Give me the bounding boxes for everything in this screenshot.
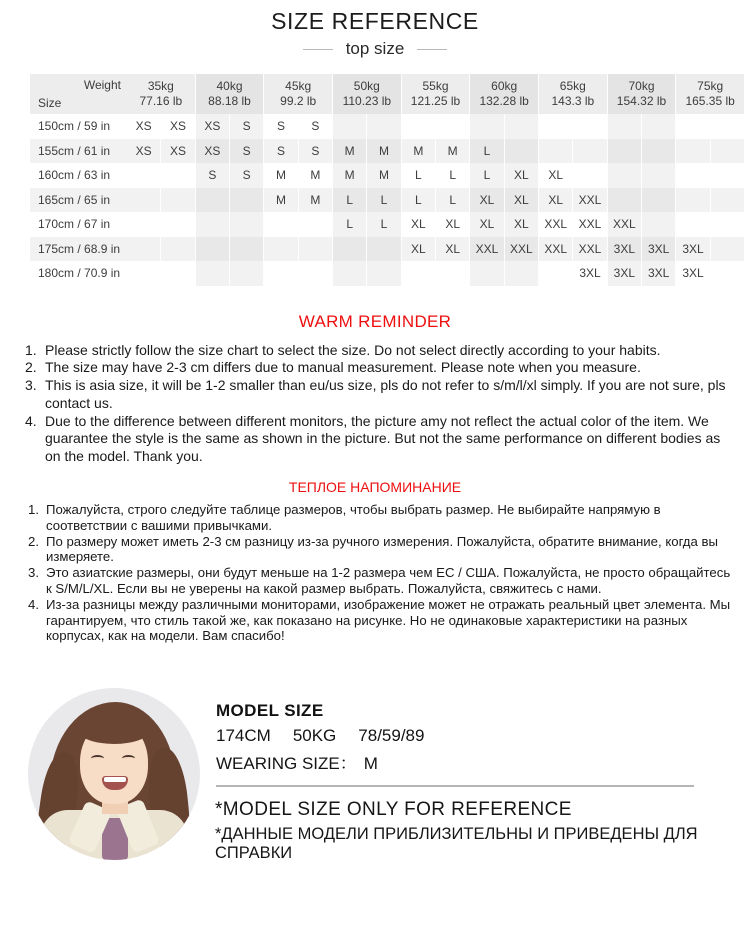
model-photo <box>28 688 200 860</box>
measurement-value: 50KG <box>292 726 337 745</box>
size-cell: XL <box>402 237 436 262</box>
size-cell <box>711 237 745 262</box>
divider-line <box>216 785 694 787</box>
weight-column-header <box>676 74 745 114</box>
size-cell <box>505 114 539 139</box>
weight-lb-label: 132.28 lb <box>479 94 529 108</box>
size-cell <box>676 139 710 164</box>
warm-reminder-en-list <box>25 342 730 467</box>
size-cell <box>230 188 264 213</box>
row-height-label: 180cm / 70.9 in <box>30 261 127 286</box>
size-cell: L <box>333 188 367 213</box>
size-cell <box>367 261 401 286</box>
size-cell: XL <box>539 163 573 188</box>
size-cell <box>505 261 539 286</box>
size-cell <box>505 139 539 164</box>
size-cell <box>642 163 676 188</box>
size-cell: XXL <box>573 237 607 262</box>
size-cell: M <box>333 163 367 188</box>
item-text: Due to the difference between different monitors, the picture amy not reflect the actual color of the item. We guarantee the style is the same as shown in the picture. But not the same performance on different bodies as on the model. Thank you. <box>45 412 721 465</box>
item-number: 4. <box>25 412 37 429</box>
size-cell: 3XL <box>642 261 676 286</box>
size-cell <box>642 212 676 237</box>
weight-column-header <box>264 74 333 114</box>
size-cell <box>402 261 436 286</box>
size-cell: 3XL <box>642 237 676 262</box>
reminder-item <box>25 377 730 413</box>
size-cell: S <box>230 163 264 188</box>
item-number: 1. <box>28 502 39 518</box>
measurement-value: 174CM <box>216 726 271 745</box>
item-text: Это азиатские размеры, они будут меньше на 1-2 размера чем ЕС / США. Пожалуйста, не просто обращайтесь к S/M/L/XL. Если вы не уверены на какой размер выбрать. Пожалуйста, свяжитесь с нами. <box>46 565 731 597</box>
size-cell: XS <box>161 139 195 164</box>
reminder-item <box>28 534 736 566</box>
size-cell: XS <box>196 139 230 164</box>
size-cell <box>230 237 264 262</box>
size-cell: L <box>367 212 401 237</box>
size-cell <box>196 237 230 262</box>
size-cell: L <box>402 188 436 213</box>
model-measurements <box>216 726 424 746</box>
footnote-ru: *ДАННЫЕ МОДЕЛИ ПРИБЛИЗИТЕЛЬНЫ И ПРИВЕДЕНЫ ДЛЯ СПРАВКИ <box>215 825 698 862</box>
size-cell <box>539 114 573 139</box>
size-cell: S <box>264 114 298 139</box>
size-cell <box>299 237 333 262</box>
size-cell: XL <box>505 212 539 237</box>
size-cell <box>676 212 710 237</box>
weight-column-header <box>608 74 677 114</box>
size-cell <box>161 163 195 188</box>
size-cell: XXL <box>505 237 539 262</box>
size-cell <box>608 188 642 213</box>
size-cell <box>539 139 573 164</box>
weight-kg-label: 65kg <box>559 79 586 93</box>
size-cell <box>196 188 230 213</box>
size-cell <box>264 261 298 286</box>
size-cell <box>196 261 230 286</box>
size-cell: 3XL <box>573 261 607 286</box>
size-cell: XL <box>505 163 539 188</box>
size-cell <box>539 261 573 286</box>
size-cell <box>333 114 367 139</box>
size-cell: S <box>299 114 333 139</box>
row-height-label: 165cm / 65 in <box>30 188 127 213</box>
size-cell: XXL <box>608 212 642 237</box>
size-cell <box>608 163 642 188</box>
model-eye-right-icon <box>122 755 135 762</box>
model-size-heading: MODEL SIZE <box>216 701 324 720</box>
size-cell: XS <box>196 114 230 139</box>
size-cell <box>264 212 298 237</box>
weight-kg-label: 45kg <box>285 79 312 93</box>
subtitle-text: top size <box>345 39 405 58</box>
wearing-size-label: WEARING SIZE： <box>216 754 357 773</box>
size-reference-page <box>0 8 750 926</box>
size-cell: M <box>333 139 367 164</box>
size-cell <box>573 114 607 139</box>
row-height-label: 155cm / 61 in <box>30 139 127 164</box>
row-height-label: 150cm / 59 in <box>30 114 127 139</box>
size-cell: XL <box>505 188 539 213</box>
size-cell: XXL <box>539 237 573 262</box>
weight-lb-label: 165.35 lb <box>685 94 735 108</box>
subtitle <box>0 39 750 59</box>
reminder-item <box>25 359 730 377</box>
corner-weight-label: Weight <box>83 78 121 92</box>
item-number: 2. <box>25 359 37 376</box>
weight-column-header <box>333 74 402 114</box>
size-cell <box>573 163 607 188</box>
size-cell <box>127 163 161 188</box>
size-cell: 3XL <box>608 261 642 286</box>
size-cell <box>230 212 264 237</box>
size-cell <box>367 114 401 139</box>
size-cell: XL <box>470 212 504 237</box>
weight-lb-label: 88.18 lb <box>208 94 251 108</box>
model-teeth-icon <box>104 777 126 782</box>
size-cell <box>436 114 470 139</box>
size-cell <box>127 188 161 213</box>
weight-kg-label: 35kg <box>147 79 174 93</box>
size-cell: XXL <box>470 237 504 262</box>
model-wearing-size <box>216 749 378 774</box>
size-cell: S <box>230 139 264 164</box>
weight-kg-label: 60kg <box>491 79 518 93</box>
weight-column-header <box>402 74 471 114</box>
size-cell <box>711 212 745 237</box>
row-height-label: 160cm / 63 in <box>30 163 127 188</box>
size-cell: S <box>299 139 333 164</box>
model-eye-left-icon <box>91 755 104 762</box>
size-cell: S <box>264 139 298 164</box>
item-number: 3. <box>25 377 37 394</box>
measurement-value: 78/59/89 <box>358 726 425 745</box>
size-cell <box>333 237 367 262</box>
size-cell <box>711 163 745 188</box>
size-cell: M <box>436 139 470 164</box>
weight-column-header <box>470 74 539 114</box>
weight-kg-label: 70kg <box>628 79 655 93</box>
model-fringe-icon <box>76 712 152 744</box>
weight-kg-label: 50kg <box>353 79 380 93</box>
footnote-en: *MODEL SIZE ONLY FOR REFERENCE <box>215 799 572 820</box>
weight-column-header <box>196 74 265 114</box>
size-cell <box>470 114 504 139</box>
item-text: The size may have 2-3 cm differs due to manual measurement. Please note when you measure. <box>45 359 641 376</box>
size-cell <box>436 261 470 286</box>
page-title: SIZE REFERENCE <box>271 8 479 34</box>
table-corner-cell <box>30 74 127 114</box>
size-cell <box>230 261 264 286</box>
size-cell <box>161 212 195 237</box>
size-cell: M <box>264 188 298 213</box>
item-text: This is asia size, it will be 1-2 smaller than eu/us size, pls do not refer to s/m/l/xl simply. If you are not sure, pls contact us. <box>45 377 726 411</box>
size-cell: L <box>367 188 401 213</box>
subtitle-line-left <box>303 49 333 50</box>
size-cell: XS <box>161 114 195 139</box>
size-cell: M <box>402 139 436 164</box>
size-cell <box>573 139 607 164</box>
size-cell <box>711 188 745 213</box>
size-cell <box>676 163 710 188</box>
size-cell <box>161 261 195 286</box>
size-cell <box>608 114 642 139</box>
size-cell: M <box>367 139 401 164</box>
item-text: Пожалуйста, строго следуйте таблице размеров, чтобы выбрать размер. Не выбирайте напрямую в соответствии с вашими привычками. <box>46 502 661 533</box>
size-cell <box>711 261 745 286</box>
reminder-item <box>28 502 736 534</box>
warm-reminder-heading-en: WARM REMINDER <box>298 311 452 331</box>
item-text: По размеру может иметь 2-3 см разницу из-за ручного измерения. Пожалуйста, обратите внимание, когда вы измеряете. <box>46 533 718 565</box>
size-cell: 3XL <box>608 237 642 262</box>
size-cell: S <box>196 163 230 188</box>
size-cell <box>127 261 161 286</box>
weight-lb-label: 77.16 lb <box>139 94 183 108</box>
size-cell <box>402 114 436 139</box>
weight-lb-label: 99.2 lb <box>280 94 317 108</box>
warm-reminder-heading-ru: ТЕПЛОЕ НАПОМИНАНИЕ <box>288 479 462 496</box>
weight-lb-label: 143.3 lb <box>551 94 595 108</box>
size-cell <box>676 188 710 213</box>
size-cell: XXL <box>573 188 607 213</box>
reminder-item <box>28 565 736 597</box>
size-cell: XL <box>470 188 504 213</box>
item-number: 2. <box>28 533 39 549</box>
wearing-size-value: M <box>363 754 378 773</box>
size-cell <box>264 237 298 262</box>
size-cell: L <box>333 212 367 237</box>
size-cell <box>676 114 710 139</box>
size-table <box>30 74 745 286</box>
item-number: 3. <box>28 565 39 581</box>
size-cell: L <box>436 163 470 188</box>
corner-size-label: Size <box>38 96 62 110</box>
size-cell <box>367 237 401 262</box>
item-text: Please strictly follow the size chart to select the size. Do not select directly according to your habits. <box>45 341 661 358</box>
reminder-item <box>25 413 730 466</box>
size-cell: XL <box>539 188 573 213</box>
size-cell: L <box>470 139 504 164</box>
size-cell: S <box>230 114 264 139</box>
size-cell <box>711 139 745 164</box>
warm-reminder-ru-list <box>28 502 736 644</box>
size-cell: XS <box>127 114 161 139</box>
size-cell: XXL <box>573 212 607 237</box>
size-cell <box>642 188 676 213</box>
size-cell <box>127 237 161 262</box>
size-cell: M <box>264 163 298 188</box>
item-text: Из-за разницы между различными мониторами, изображение может не отражать реальный цвет элемента. Мы гарантируем, что стиль такой же, как показано на рисунке. Но не одинаковые характеристики на разных корпусах, как на модели. Вам спасибо! <box>46 596 731 644</box>
size-cell: XXL <box>539 212 573 237</box>
size-cell <box>608 139 642 164</box>
weight-lb-label: 121.25 lb <box>410 94 461 108</box>
weight-kg-label: 40kg <box>216 79 243 93</box>
size-cell: M <box>299 188 333 213</box>
row-height-label: 170cm / 67 in <box>30 212 127 237</box>
weight-column-header <box>127 74 196 114</box>
size-cell: L <box>402 163 436 188</box>
size-cell <box>127 212 161 237</box>
size-cell: L <box>470 163 504 188</box>
subtitle-line-right <box>417 49 447 50</box>
size-cell <box>196 212 230 237</box>
size-cell <box>642 139 676 164</box>
size-cell: 3XL <box>676 261 710 286</box>
size-cell <box>161 188 195 213</box>
weight-lb-label: 154.32 lb <box>616 94 667 108</box>
weight-kg-label: 75kg <box>697 79 724 93</box>
size-cell <box>299 261 333 286</box>
size-cell <box>642 114 676 139</box>
size-cell <box>299 212 333 237</box>
size-cell: XL <box>402 212 436 237</box>
size-cell: 3XL <box>676 237 710 262</box>
item-number: 4. <box>28 596 39 612</box>
size-cell: M <box>299 163 333 188</box>
size-cell <box>333 261 367 286</box>
size-cell <box>161 237 195 262</box>
reminder-item <box>28 597 736 644</box>
weight-lb-label: 110.23 lb <box>342 94 392 108</box>
weight-kg-label: 55kg <box>422 79 449 93</box>
size-cell: XL <box>436 212 470 237</box>
reminder-item <box>25 342 730 360</box>
weight-column-header <box>539 74 608 114</box>
size-cell: M <box>367 163 401 188</box>
row-height-label: 175cm / 68.9 in <box>30 237 127 262</box>
item-number: 1. <box>25 341 37 358</box>
size-cell <box>470 261 504 286</box>
size-cell: L <box>436 188 470 213</box>
size-cell: XS <box>127 139 161 164</box>
size-cell <box>711 114 745 139</box>
size-cell: XL <box>436 237 470 262</box>
